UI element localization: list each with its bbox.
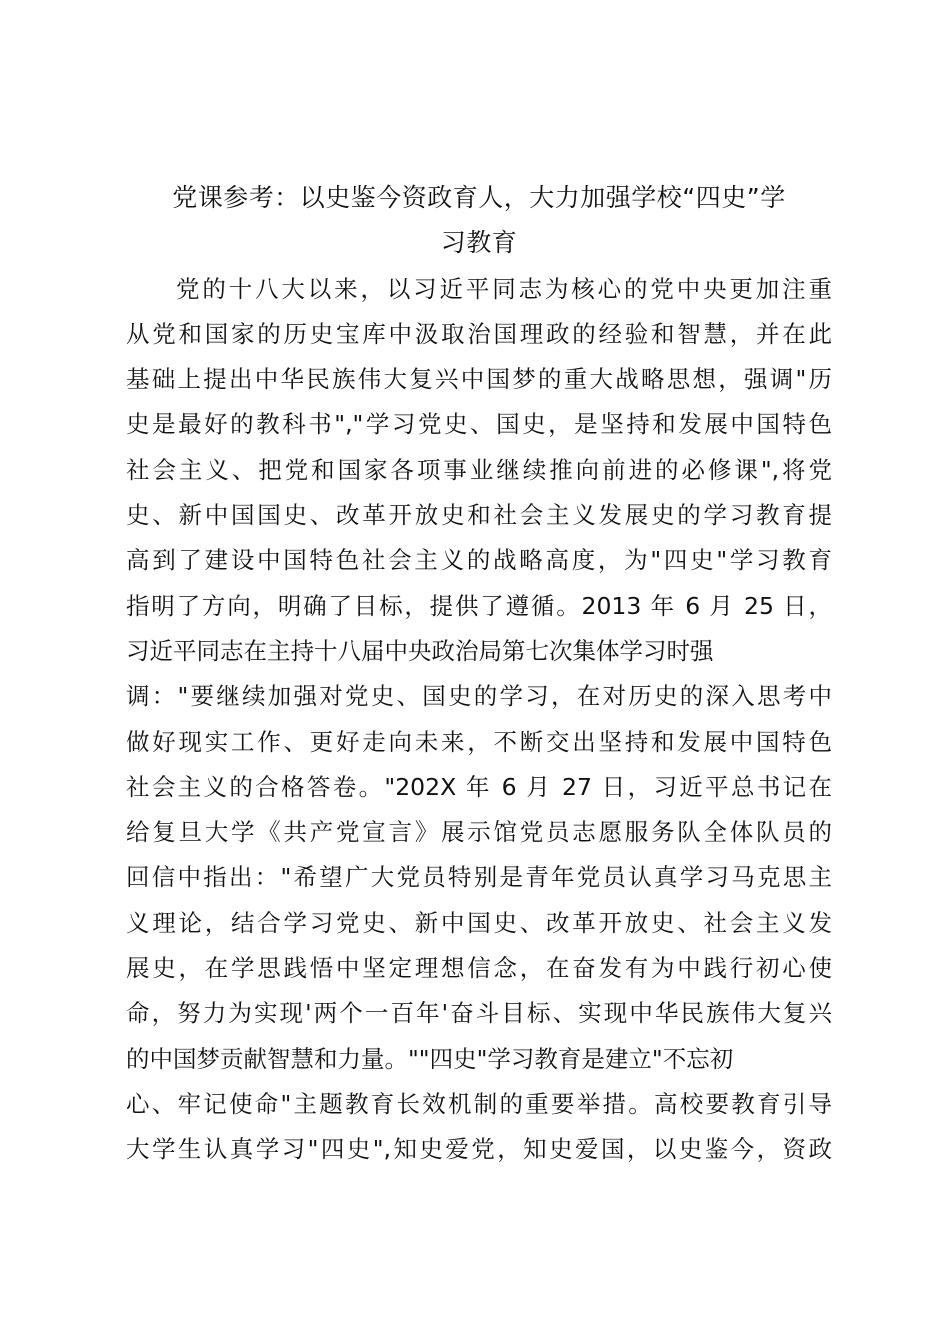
paragraph-line: 从党和国家的历史宝库中汲取治国理政的经验和智慧，并在此 (126, 319, 832, 348)
title-line-2: 习教育 (440, 228, 518, 258)
paragraph-line: 展史，在学思践悟中坚定理想信念，在奋发有为中践行初心使 (126, 954, 832, 983)
paragraph-line: 做好现实工作、更好走向未来，不断交出坚持和发展中国特色 (126, 727, 832, 756)
paragraph-line: 史是最好的教科书","学习党史、国史，是坚持和发展中国特色 (126, 410, 832, 439)
paragraph-line: 调："要继续加强对党史、国史的学习，在对历史的深入思考中 (126, 682, 832, 711)
paragraph-line: 高到了建设中国特色社会主义的战略高度，为"四史"学习教育 (126, 546, 832, 575)
paragraph-line: 党的十八大以来，以习近平同志为核心的党中央更加注重 (176, 274, 832, 303)
paragraph-line: 的中国梦贡献智慧和力量。""四史"学习教育是建立"不忘初 (126, 1044, 734, 1073)
paragraph-line: 基础上提出中华民族伟大复兴中国梦的重大战略思想，强调"历 (126, 365, 832, 394)
paragraph-line: 回信中指出："希望广大党员特别是青年党员认真学习马克思主 (126, 863, 832, 892)
paragraph-line: 史、新中国国史、改革开放史和社会主义发展史的学习教育提 (126, 501, 832, 530)
paragraph-line: 习近平同志在主持十八届中央政治局第七次集体学习时强 (126, 636, 714, 665)
document-page (126, 176, 832, 1173)
document-title (126, 176, 832, 267)
paragraph-line: 义理论，结合学习党史、新中国史、改革开放史、社会主义发 (126, 908, 832, 937)
paragraph-line: 心、牢记使命"主题教育长效机制的重要举措。高校要教育引导 (126, 1089, 832, 1118)
paragraph-line: 大学生认真学习"四史",知史爱党，知史爱国，以史鉴今，资政 (126, 1135, 832, 1164)
title-line-1: 党课参考：以史鉴今资政育人，大力加强学校“四史”学 (172, 183, 786, 212)
paragraph-line: 给复旦大学《共产党宣言》展示馆党员志愿服务队全体队员的 (126, 818, 832, 847)
paragraph-line: 命，努力为实现'两个一百年'奋斗目标、实现中华民族伟大复兴 (126, 999, 832, 1028)
document-body (126, 267, 832, 1173)
paragraph-line: 社会主义、把党和国家各项事业继续推向前进的必修课",将党 (126, 455, 832, 484)
paragraph-line: 指明了方向，明确了目标，提供了遵循。2013 年 6 月 25 日， (126, 591, 832, 620)
paragraph-line: 社会主义的合格答卷。"202X 年 6 月 27 日，习近平总书记在 (126, 772, 832, 801)
